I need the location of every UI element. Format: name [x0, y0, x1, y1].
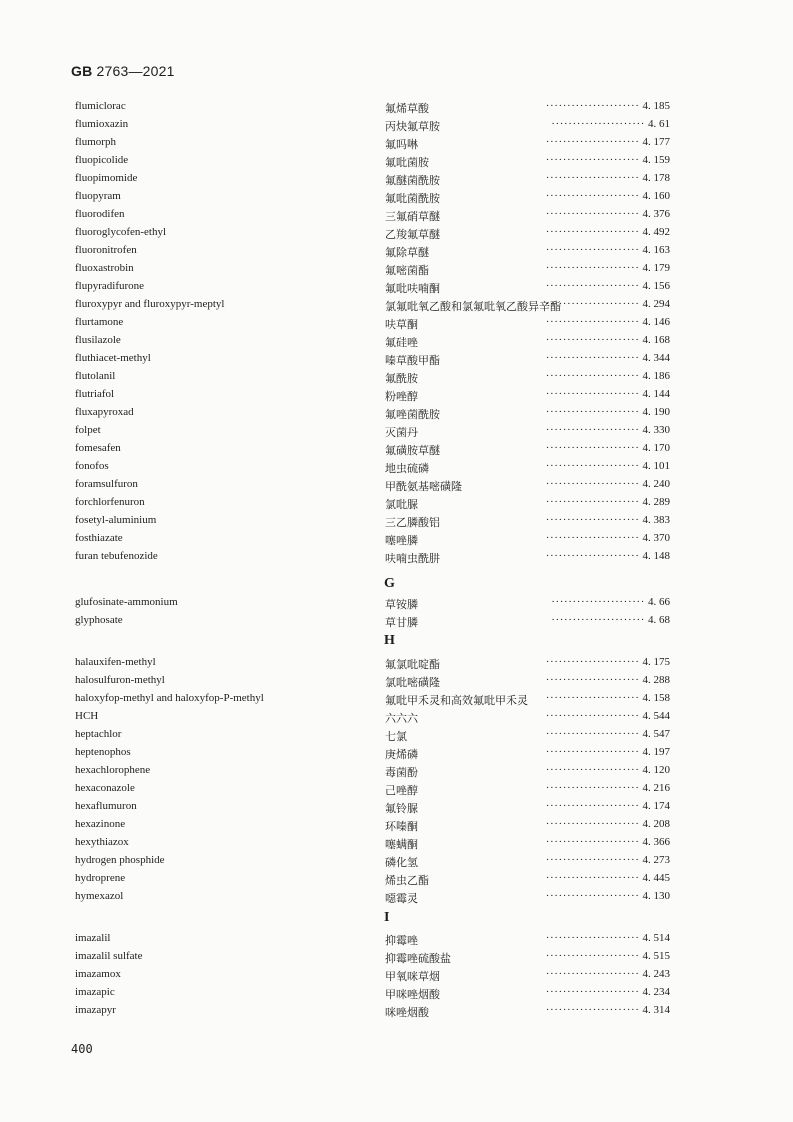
section-number: 4. 544	[642, 710, 670, 722]
section-reference	[546, 656, 670, 668]
section-reference	[546, 262, 670, 274]
index-entry	[0, 388, 793, 404]
english-name: hydroprene	[75, 872, 126, 884]
section-number: 4. 547	[642, 728, 670, 740]
section-reference	[546, 442, 670, 454]
section-number: 4. 159	[642, 154, 670, 166]
english-name: glufosinate-ammonium	[75, 596, 178, 608]
section-reference	[546, 818, 670, 830]
english-name: imazapic	[75, 986, 115, 998]
section-reference	[546, 136, 670, 148]
section-number: 4. 370	[642, 532, 670, 544]
english-name: fluoronitrofen	[75, 244, 137, 256]
section-reference	[546, 190, 670, 202]
index-entry	[0, 334, 793, 350]
index-entry	[0, 890, 793, 906]
section-number: 4. 216	[642, 782, 670, 794]
dot-leader: ······················	[545, 316, 640, 328]
english-name: fluthiacet-methyl	[75, 352, 151, 364]
chinese-name: 氟磺胺草醚	[385, 444, 440, 457]
dot-leader: ······················	[545, 854, 640, 866]
english-name: imazalil	[75, 932, 111, 944]
dot-leader: ······················	[545, 986, 640, 998]
chinese-name: 呋喃虫酰肼	[385, 552, 440, 565]
chinese-name: 粉唑醇	[385, 390, 418, 403]
chinese-name: 咪唑烟酸	[385, 1006, 429, 1019]
dot-leader: ······················	[545, 800, 640, 812]
section-number: 4. 208	[642, 818, 670, 830]
index-entry	[0, 656, 793, 672]
section-reference	[546, 1004, 670, 1016]
chinese-name: 烯虫乙酯	[385, 874, 429, 887]
dot-leader: ······················	[545, 424, 640, 436]
index-entry	[0, 532, 793, 548]
english-name: hexaflumuron	[75, 800, 137, 812]
dot-leader: ······················	[551, 614, 645, 626]
english-name: flusilazole	[75, 334, 121, 346]
dot-leader: ······················	[545, 728, 640, 740]
dot-leader: ······················	[545, 514, 640, 526]
chinese-name: 氟唑菌酰胺	[385, 408, 440, 421]
dot-leader: ······················	[551, 118, 645, 130]
index-entry	[0, 674, 793, 690]
chinese-name: 草甘膦	[385, 616, 418, 629]
index-entry	[0, 352, 793, 368]
dot-leader: ······················	[545, 818, 640, 830]
index-entry	[0, 550, 793, 566]
section-number: 4. 61	[648, 118, 670, 130]
chinese-name: 庚烯磷	[385, 748, 418, 761]
english-name: fluoxastrobin	[75, 262, 134, 274]
chinese-name: 呋草酮	[385, 318, 418, 331]
english-name: hexythiazox	[75, 836, 129, 848]
section-number: 4. 243	[642, 968, 670, 980]
english-name: fluoroglycofen-ethyl	[75, 226, 167, 238]
index-entry	[0, 244, 793, 260]
section-reference	[551, 118, 670, 130]
section-number: 4. 197	[642, 746, 670, 758]
chinese-name: 嗪草酸甲酯	[385, 354, 440, 367]
chinese-name: 氯氟吡氧乙酸和氯氟吡氧乙酸异辛酯	[385, 300, 561, 313]
section-reference	[546, 872, 670, 884]
section-reference	[546, 172, 670, 184]
index-entry	[0, 118, 793, 134]
english-name: flupyradifurone	[75, 280, 145, 292]
chinese-name: 噁霉灵	[385, 892, 418, 905]
section-reference	[546, 692, 670, 704]
dot-leader: ······················	[545, 460, 640, 472]
english-name: folpet	[75, 424, 101, 436]
chinese-name: 氟嘧菌酯	[385, 264, 429, 277]
dot-leader: ······················	[545, 154, 640, 166]
section-number: 4. 170	[642, 442, 670, 454]
english-name: foramsulfuron	[75, 478, 138, 490]
index-entry	[0, 154, 793, 170]
section-number: 4. 240	[642, 478, 670, 490]
dot-leader: ······················	[545, 352, 640, 364]
section-reference	[546, 100, 670, 112]
index-entry	[0, 208, 793, 224]
chinese-name: 抑霉唑硫酸盐	[385, 952, 451, 965]
chinese-name: 氟吗啉	[385, 138, 418, 151]
section-reference	[546, 764, 670, 776]
index-entry	[0, 262, 793, 278]
section-reference	[546, 950, 670, 962]
chinese-name: 氟酰胺	[385, 372, 418, 385]
chinese-name: 氟铃脲	[385, 802, 418, 815]
english-name: fluroxypyr and fluroxypyr-meptyl	[75, 298, 225, 310]
chinese-name: 毒菌酚	[385, 766, 418, 779]
dot-leader: ······················	[545, 190, 640, 202]
index-entry	[0, 968, 793, 984]
chinese-name: 氟氯吡啶酯	[385, 658, 440, 671]
section-reference	[546, 154, 670, 166]
english-name: flutriafol	[75, 388, 115, 400]
section-reference	[546, 968, 670, 980]
dot-leader: ······················	[545, 262, 640, 274]
section-number: 4. 514	[642, 932, 670, 944]
section-number: 4. 156	[642, 280, 670, 292]
english-name: glyphosate	[75, 614, 123, 626]
page-number: 400	[71, 1042, 93, 1056]
section-number: 4. 294	[642, 298, 670, 310]
dot-leader: ······················	[545, 764, 640, 776]
dot-leader: ······················	[545, 968, 640, 980]
index-entry	[0, 746, 793, 762]
chinese-name: 乙羧氟草醚	[385, 228, 440, 241]
index-entry	[0, 836, 793, 852]
english-name: fonofos	[75, 460, 109, 472]
section-number: 4. 314	[642, 1004, 670, 1016]
english-name: fluxapyroxad	[75, 406, 134, 418]
index-entry	[0, 950, 793, 966]
index-entry	[0, 478, 793, 494]
chinese-name: 地虫硫磷	[385, 462, 429, 475]
english-name: halosulfuron-methyl	[75, 674, 165, 686]
standard-number: 2763—2021	[96, 63, 175, 79]
section-reference	[546, 298, 670, 310]
section-number: 4. 288	[642, 674, 670, 686]
index-entry	[0, 406, 793, 422]
section-reference	[546, 226, 670, 238]
section-reference	[546, 244, 670, 256]
dot-leader: ······················	[545, 692, 640, 704]
section-number: 4. 344	[642, 352, 670, 364]
chinese-name: 氟吡甲禾灵和高效氟吡甲禾灵	[385, 694, 528, 707]
section-reference	[546, 710, 670, 722]
index-entry	[0, 710, 793, 726]
english-name: hydrogen phosphide	[75, 854, 165, 866]
dot-leader: ······················	[545, 872, 640, 884]
dot-leader: ······················	[545, 334, 640, 346]
index-entry	[0, 424, 793, 440]
english-name: hexaconazole	[75, 782, 135, 794]
english-name: hexazinone	[75, 818, 126, 830]
chinese-name: 甲氧咪草烟	[385, 970, 440, 983]
chinese-name: 氟吡菌酰胺	[385, 192, 440, 205]
english-name: flumiclorac	[75, 100, 126, 112]
section-number: 4. 177	[642, 136, 670, 148]
dot-leader: ······················	[545, 836, 640, 848]
section-reference	[546, 208, 670, 220]
english-name: fluopyram	[75, 190, 121, 202]
english-name: heptenophos	[75, 746, 131, 758]
chinese-name: 丙炔氟草胺	[385, 120, 440, 133]
section-reference	[546, 496, 670, 508]
section-number: 4. 178	[642, 172, 670, 184]
english-name: furan tebufenozide	[75, 550, 158, 562]
dot-leader: ······················	[545, 674, 640, 686]
index-entry	[0, 316, 793, 332]
index-entry	[0, 692, 793, 708]
index-entry	[0, 172, 793, 188]
index-entry	[0, 800, 793, 816]
dot-leader: ······················	[545, 226, 640, 238]
section-number: 4. 376	[642, 208, 670, 220]
section-reference	[546, 746, 670, 758]
section-number: 4. 445	[642, 872, 670, 884]
section-number: 4. 168	[642, 334, 670, 346]
dot-leader: ······················	[545, 532, 640, 544]
section-reference	[546, 334, 670, 346]
index-entry	[0, 614, 793, 630]
section-number: 4. 366	[642, 836, 670, 848]
section-number: 4. 234	[642, 986, 670, 998]
chinese-name: 甲咪唑烟酸	[385, 988, 440, 1001]
section-number: 4. 190	[642, 406, 670, 418]
section-reference	[546, 514, 670, 526]
dot-leader: ······················	[545, 298, 640, 310]
section-reference	[546, 932, 670, 944]
index-entry	[0, 298, 793, 314]
chinese-name: 己唑醇	[385, 784, 418, 797]
dot-leader: ······················	[545, 496, 640, 508]
section-number: 4. 174	[642, 800, 670, 812]
section-reference	[546, 460, 670, 472]
section-number: 4. 144	[642, 388, 670, 400]
dot-leader: ······················	[545, 244, 640, 256]
section-number: 4. 101	[642, 460, 670, 472]
english-name: fosthiazate	[75, 532, 123, 544]
section-reference	[546, 854, 670, 866]
index-entry	[0, 496, 793, 512]
section-number: 4. 179	[642, 262, 670, 274]
section-number: 4. 289	[642, 496, 670, 508]
index-entry	[0, 190, 793, 206]
chinese-name: 抑霉唑	[385, 934, 418, 947]
index-entry	[0, 728, 793, 744]
chinese-name: 氟硅唑	[385, 336, 418, 349]
dot-leader: ······················	[545, 890, 640, 902]
section-number: 4. 186	[642, 370, 670, 382]
section-number: 4. 130	[642, 890, 670, 902]
dot-leader: ······················	[545, 172, 640, 184]
index-entry	[0, 280, 793, 296]
chinese-name: 环嗪酮	[385, 820, 418, 833]
section-reference	[546, 316, 670, 328]
dot-leader: ······················	[545, 406, 640, 418]
chinese-name: 六六六	[385, 712, 418, 725]
index-entry	[0, 370, 793, 386]
index-entry	[0, 514, 793, 530]
dot-leader: ······················	[545, 100, 640, 112]
index-entry	[0, 442, 793, 458]
english-name: heptachlor	[75, 728, 122, 740]
english-name: flumorph	[75, 136, 116, 148]
index-entry	[0, 932, 793, 948]
index-entry	[0, 854, 793, 870]
section-reference	[546, 424, 670, 436]
english-name: halauxifen-methyl	[75, 656, 156, 668]
dot-leader: ······················	[545, 1004, 640, 1016]
dot-leader: ······················	[545, 388, 640, 400]
section-reference	[551, 614, 670, 626]
chinese-name: 灭菌丹	[385, 426, 418, 439]
section-reference	[546, 782, 670, 794]
dot-leader: ······················	[545, 550, 640, 562]
section-number: 4. 185	[642, 100, 670, 112]
english-name: imazapyr	[75, 1004, 116, 1016]
standard-header	[71, 63, 175, 79]
english-name: fluorodifen	[75, 208, 125, 220]
index-entry	[0, 460, 793, 476]
english-name: fluopimomide	[75, 172, 138, 184]
index-entry	[0, 226, 793, 242]
index-entry	[0, 596, 793, 612]
dot-leader: ······················	[551, 596, 645, 608]
section-reference	[546, 890, 670, 902]
section-number: 4. 492	[642, 226, 670, 238]
section-reference	[546, 728, 670, 740]
english-name: fluopicolide	[75, 154, 129, 166]
section-number: 4. 330	[642, 424, 670, 436]
chinese-name: 氟吡菌胺	[385, 156, 429, 169]
dot-leader: ······················	[545, 656, 640, 668]
chinese-name: 氟吡呋喃酮	[385, 282, 440, 295]
section-number: 4. 175	[642, 656, 670, 668]
chinese-name: 草铵膦	[385, 598, 418, 611]
english-name: HCH	[75, 710, 99, 722]
section-letter: H	[384, 633, 395, 648]
standard-code: GB	[71, 63, 93, 79]
chinese-name: 氟醚菌酰胺	[385, 174, 440, 187]
chinese-name: 噻唑膦	[385, 534, 418, 547]
chinese-name: 甲酰氨基嘧磺隆	[385, 480, 462, 493]
index-entry	[0, 1004, 793, 1020]
index-entry	[0, 100, 793, 116]
chinese-name: 三乙膦酸铝	[385, 516, 440, 529]
english-name: imazamox	[75, 968, 121, 980]
section-number: 4. 515	[642, 950, 670, 962]
chinese-name: 氟烯草酸	[385, 102, 429, 115]
dot-leader: ······················	[545, 950, 640, 962]
dot-leader: ······················	[545, 208, 640, 220]
english-name: flurtamone	[75, 316, 124, 328]
chinese-name: 三氟硝草醚	[385, 210, 440, 223]
section-letter: G	[384, 576, 395, 591]
section-number: 4. 120	[642, 764, 670, 776]
section-reference	[546, 406, 670, 418]
section-number: 4. 160	[642, 190, 670, 202]
section-number: 4. 68	[648, 614, 670, 626]
section-reference	[546, 388, 670, 400]
dot-leader: ······················	[545, 932, 640, 944]
dot-leader: ······················	[545, 442, 640, 454]
section-reference	[546, 550, 670, 562]
chinese-name: 氯吡脲	[385, 498, 418, 511]
section-number: 4. 146	[642, 316, 670, 328]
english-name: hymexazol	[75, 890, 124, 902]
chinese-name: 七氯	[385, 730, 407, 743]
section-number: 4. 273	[642, 854, 670, 866]
index-entry	[0, 136, 793, 152]
index-entry	[0, 782, 793, 798]
english-name: hexachlorophene	[75, 764, 151, 776]
section-reference	[546, 280, 670, 292]
section-reference	[546, 674, 670, 686]
chinese-name: 氯吡嘧磺隆	[385, 676, 440, 689]
section-reference	[546, 800, 670, 812]
section-letter: I	[384, 910, 390, 925]
section-number: 4. 383	[642, 514, 670, 526]
section-reference	[546, 986, 670, 998]
english-name: flutolanil	[75, 370, 116, 382]
dot-leader: ······················	[545, 782, 640, 794]
section-reference	[546, 836, 670, 848]
chinese-name: 氟除草醚	[385, 246, 429, 259]
index-entry	[0, 818, 793, 834]
english-name: forchlorfenuron	[75, 496, 145, 508]
section-number: 4. 148	[642, 550, 670, 562]
section-number: 4. 66	[648, 596, 670, 608]
english-name: fomesafen	[75, 442, 121, 454]
section-reference	[551, 596, 670, 608]
chinese-name: 噻螨酮	[385, 838, 418, 851]
section-reference	[546, 532, 670, 544]
dot-leader: ······················	[545, 280, 640, 292]
section-reference	[546, 370, 670, 382]
section-reference	[546, 478, 670, 490]
dot-leader: ······················	[545, 478, 640, 490]
english-name: imazalil sulfate	[75, 950, 143, 962]
english-name: fosetyl-aluminium	[75, 514, 157, 526]
section-number: 4. 163	[642, 244, 670, 256]
section-reference	[546, 352, 670, 364]
chinese-name: 磷化氢	[385, 856, 418, 869]
dot-leader: ······················	[545, 710, 640, 722]
index-entry	[0, 872, 793, 888]
index-entry	[0, 764, 793, 780]
section-number: 4. 158	[642, 692, 670, 704]
dot-leader: ······················	[545, 136, 640, 148]
dot-leader: ······················	[545, 746, 640, 758]
dot-leader: ······················	[545, 370, 640, 382]
english-name: haloxyfop-methyl and haloxyfop-P-methyl	[75, 692, 264, 704]
english-name: flumioxazin	[75, 118, 129, 130]
index-entry	[0, 986, 793, 1002]
